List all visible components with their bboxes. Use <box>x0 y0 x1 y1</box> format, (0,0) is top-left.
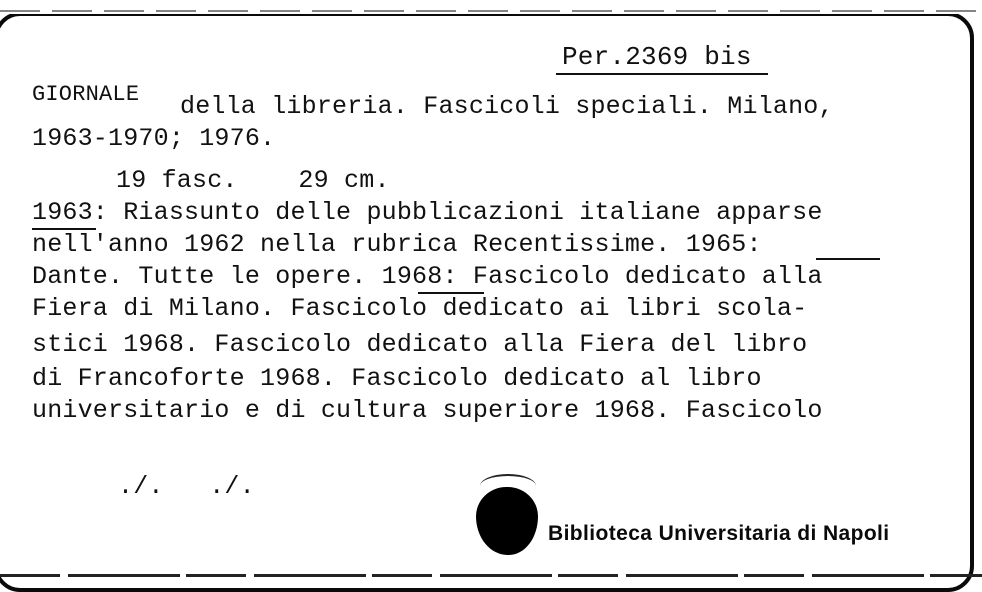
year-underline-1965 <box>816 258 880 260</box>
shelfmark-underline <box>556 73 768 75</box>
note-line-6: di Francoforte 1968. Fascicolo dedicato al libro <box>32 364 762 393</box>
note-line-2: nell'anno 1962 nella rubrica Recentissime. 1965: <box>32 230 762 259</box>
library-stamp: Biblioteca Universitaria di Napoli <box>548 522 890 545</box>
note-line-4: Fiera di Milano. Fascicolo dedicato ai libri scola- <box>32 294 808 323</box>
note-line-3: Dante. Tutte le opere. 1968: Fascicolo dedicato alla <box>32 262 823 291</box>
continuation-mark: ./. ./. <box>118 472 255 501</box>
main-heading: GIORNALE <box>32 82 140 107</box>
card-bottom-rule <box>0 574 982 577</box>
title-line-1: della libreria. Fascicoli speciali. Milano, <box>180 92 834 121</box>
title-line-2: 1963-1970; 1976. <box>32 124 276 153</box>
note-line-7: universitario e di cultura superiore 1968. Fascicolo <box>32 396 823 425</box>
note-line-5: stici 1968. Fascicolo dedicato alla Fiera del libro <box>32 330 808 359</box>
card-top-rule <box>0 10 982 12</box>
collation: 19 fasc. 29 cm. <box>116 166 390 195</box>
shelfmark: Per.2369 bis <box>562 42 752 72</box>
note-line-1: 1963: Riassunto delle pubblicazioni italiane apparse <box>32 198 823 227</box>
